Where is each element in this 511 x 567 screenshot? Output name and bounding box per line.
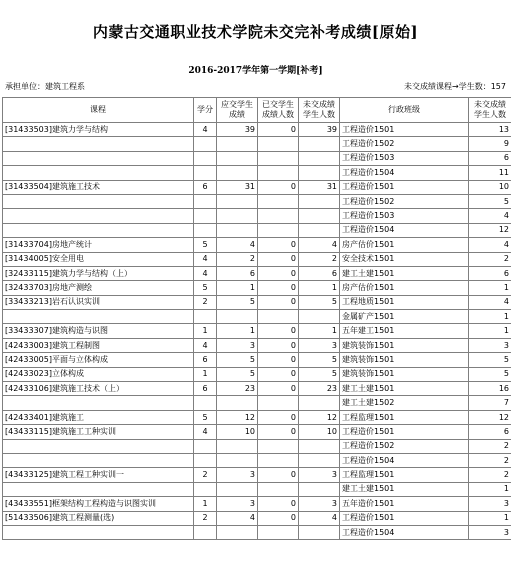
submitted-cell — [258, 439, 299, 453]
submitted-cell — [258, 166, 299, 180]
credit-cell: 1 — [194, 367, 217, 381]
grades-table — [2, 97, 511, 540]
table-row — [3, 338, 511, 352]
table-header — [3, 98, 511, 123]
credit-cell — [194, 482, 217, 496]
course-cell: [31433704]房地产统计 — [3, 238, 194, 252]
pending-cell — [299, 310, 340, 324]
class-pending-cell: 11 — [469, 166, 511, 180]
table-row — [3, 180, 511, 194]
class-pending-cell: 6 — [469, 425, 511, 439]
credit-cell: 5 — [194, 410, 217, 424]
semester-label: 2016-2017学年第一学期[补考] — [188, 66, 323, 76]
course-cell — [3, 453, 194, 467]
class-pending-cell: 3 — [469, 497, 511, 511]
due-cell — [217, 439, 258, 453]
submitted-cell: 0 — [258, 338, 299, 352]
class-cell: 建工土建1502 — [340, 396, 469, 410]
due-cell: 5 — [217, 295, 258, 309]
table-row — [3, 266, 511, 280]
table-row — [3, 439, 511, 453]
class-cell: 工程造价1502 — [340, 194, 469, 208]
due-cell — [217, 453, 258, 467]
pending-cell — [299, 525, 340, 539]
credit-cell — [194, 223, 217, 237]
table-row — [3, 223, 511, 237]
credit-cell: 2 — [194, 468, 217, 482]
course-cell — [3, 310, 194, 324]
credit-cell: 6 — [194, 180, 217, 194]
class-pending-cell: 2 — [469, 453, 511, 467]
pending-cell: 3 — [299, 468, 340, 482]
table-row — [3, 194, 511, 208]
course-cell: [42433005]平面与立体构成 — [3, 353, 194, 367]
pending-cell — [299, 482, 340, 496]
submitted-cell — [258, 396, 299, 410]
course-cell — [3, 166, 194, 180]
submitted-cell: 0 — [258, 281, 299, 295]
class-cell: 金属矿产1501 — [340, 310, 469, 324]
class-pending-cell: 1 — [469, 281, 511, 295]
credit-cell — [194, 137, 217, 151]
table-row — [3, 482, 511, 496]
class-cell: 工程监理1501 — [340, 410, 469, 424]
course-cell: [32433703]房地产测绘 — [3, 281, 194, 295]
course-cell — [3, 223, 194, 237]
col-header-course: 课程 — [3, 98, 194, 123]
class-pending-cell: 2 — [469, 439, 511, 453]
submitted-cell — [258, 151, 299, 165]
class-cell: 工程造价1502 — [340, 137, 469, 151]
pending-cell: 3 — [299, 497, 340, 511]
credit-cell: 2 — [194, 295, 217, 309]
course-cell: [42433003]建筑工程制图 — [3, 338, 194, 352]
course-cell: [32433115]建筑力学与结构（上） — [3, 266, 194, 280]
class-cell: 建筑装饰1501 — [340, 338, 469, 352]
class-pending-cell: 16 — [469, 382, 511, 396]
class-cell: 五年造价1501 — [340, 497, 469, 511]
class-cell: 安全技术1501 — [340, 252, 469, 266]
class-pending-cell: 9 — [469, 137, 511, 151]
pending-cell: 10 — [299, 425, 340, 439]
table-row — [3, 353, 511, 367]
table-row — [3, 238, 511, 252]
table-row — [3, 382, 511, 396]
submitted-cell: 0 — [258, 295, 299, 309]
course-cell: [42433106]建筑施工技术（上） — [3, 382, 194, 396]
class-cell: 工程造价1503 — [340, 151, 469, 165]
col-header-pending: 未交成绩学生人数 — [299, 98, 340, 123]
course-cell: [31433503]建筑力学与结构 — [3, 123, 194, 137]
submitted-cell: 0 — [258, 410, 299, 424]
class-pending-cell: 2 — [469, 252, 511, 266]
submitted-cell: 0 — [258, 353, 299, 367]
class-cell: 建筑装饰1501 — [340, 353, 469, 367]
pending-cell: 5 — [299, 367, 340, 381]
course-cell: [31433504]建筑施工技术 — [3, 180, 194, 194]
submitted-cell — [258, 310, 299, 324]
credit-cell: 6 — [194, 382, 217, 396]
pending-cell — [299, 194, 340, 208]
course-cell — [3, 439, 194, 453]
class-cell: 工程造价1501 — [340, 123, 469, 137]
table-row — [3, 497, 511, 511]
credit-cell: 1 — [194, 324, 217, 338]
due-cell: 39 — [217, 123, 258, 137]
pending-cell — [299, 151, 340, 165]
course-cell: [43433551]框架结构工程构造与识图实训 — [3, 497, 194, 511]
course-cell: [33433213]岩石认识实训 — [3, 295, 194, 309]
course-cell: [33433307]建筑构造与识图 — [3, 324, 194, 338]
due-cell: 3 — [217, 338, 258, 352]
class-pending-cell: 12 — [469, 410, 511, 424]
table-row — [3, 468, 511, 482]
submitted-cell — [258, 223, 299, 237]
due-cell: 5 — [217, 367, 258, 381]
pending-cell: 2 — [299, 252, 340, 266]
course-cell: [31434005]安全用电 — [3, 252, 194, 266]
class-pending-cell: 1 — [469, 482, 511, 496]
credit-cell — [194, 310, 217, 324]
submitted-cell: 0 — [258, 123, 299, 137]
due-cell: 12 — [217, 410, 258, 424]
class-cell: 工程造价1501 — [340, 180, 469, 194]
pending-cell: 1 — [299, 324, 340, 338]
pending-cell: 6 — [299, 266, 340, 280]
department-label: 承担单位：建筑工程系 — [5, 82, 85, 91]
table-row — [3, 310, 511, 324]
due-cell: 10 — [217, 425, 258, 439]
pending-cell — [299, 453, 340, 467]
class-pending-cell: 5 — [469, 367, 511, 381]
course-cell: [43433115]建筑施工工种实训 — [3, 425, 194, 439]
pending-cell: 3 — [299, 338, 340, 352]
class-cell: 房产估价1501 — [340, 238, 469, 252]
due-cell: 3 — [217, 497, 258, 511]
due-cell: 5 — [217, 353, 258, 367]
submitted-cell — [258, 137, 299, 151]
credit-cell: 4 — [194, 252, 217, 266]
table-row — [3, 396, 511, 410]
credit-cell: 1 — [194, 497, 217, 511]
pending-cell: 4 — [299, 238, 340, 252]
credit-cell — [194, 194, 217, 208]
class-pending-cell: 6 — [469, 151, 511, 165]
course-cell: [42433401]建筑施工 — [3, 410, 194, 424]
table-row — [3, 295, 511, 309]
table-row — [3, 525, 511, 539]
credit-cell: 4 — [194, 338, 217, 352]
pending-cell — [299, 223, 340, 237]
submitted-cell: 0 — [258, 382, 299, 396]
table-row — [3, 281, 511, 295]
due-cell: 4 — [217, 238, 258, 252]
pending-cell — [299, 137, 340, 151]
pending-cell — [299, 396, 340, 410]
credit-cell — [194, 453, 217, 467]
class-pending-cell: 7 — [469, 396, 511, 410]
credit-cell — [194, 166, 217, 180]
submitted-cell: 0 — [258, 367, 299, 381]
credit-cell: 4 — [194, 425, 217, 439]
class-cell: 工程造价1501 — [340, 511, 469, 525]
submitted-cell — [258, 525, 299, 539]
due-cell — [217, 151, 258, 165]
class-pending-cell: 13 — [469, 123, 511, 137]
due-cell: 6 — [217, 266, 258, 280]
due-cell — [217, 482, 258, 496]
class-cell: 建工土建1501 — [340, 482, 469, 496]
col-header-due: 应交学生成绩 — [217, 98, 258, 123]
due-cell — [217, 396, 258, 410]
col-header-class-pending: 未交成绩学生人数 — [469, 98, 511, 123]
class-pending-cell: 6 — [469, 266, 511, 280]
table-row — [3, 151, 511, 165]
pending-cell — [299, 209, 340, 223]
report-title: 内蒙古交通职业技术学院未交完补考成绩[原始] — [92, 23, 419, 41]
class-pending-cell: 1 — [469, 511, 511, 525]
class-pending-cell: 3 — [469, 525, 511, 539]
table-row — [3, 166, 511, 180]
due-cell: 1 — [217, 324, 258, 338]
submitted-cell — [258, 209, 299, 223]
table-row — [3, 209, 511, 223]
course-cell: [42433023]立体构成 — [3, 367, 194, 381]
due-cell: 3 — [217, 468, 258, 482]
class-cell: 建工土建1501 — [340, 382, 469, 396]
due-cell — [217, 223, 258, 237]
credit-cell — [194, 151, 217, 165]
submitted-cell: 0 — [258, 252, 299, 266]
due-cell — [217, 137, 258, 151]
submitted-cell — [258, 453, 299, 467]
table-row — [3, 252, 511, 266]
pending-cell: 5 — [299, 295, 340, 309]
submitted-cell: 0 — [258, 468, 299, 482]
class-pending-cell: 5 — [469, 194, 511, 208]
class-cell: 工程造价1501 — [340, 425, 469, 439]
submitted-cell: 0 — [258, 511, 299, 525]
class-pending-cell: 12 — [469, 223, 511, 237]
course-cell — [3, 525, 194, 539]
table-row — [3, 410, 511, 424]
pending-cell: 23 — [299, 382, 340, 396]
table-row — [3, 137, 511, 151]
course-cell — [3, 194, 194, 208]
submitted-cell: 0 — [258, 180, 299, 194]
class-cell: 建筑装饰1501 — [340, 367, 469, 381]
pending-cell: 39 — [299, 123, 340, 137]
credit-cell — [194, 525, 217, 539]
col-header-submitted: 已交学生成绩人数 — [258, 98, 299, 123]
course-cell — [3, 396, 194, 410]
table-row — [3, 367, 511, 381]
pending-cell — [299, 166, 340, 180]
submitted-cell: 0 — [258, 324, 299, 338]
class-cell: 工程造价1504 — [340, 525, 469, 539]
due-cell: 1 — [217, 281, 258, 295]
class-cell: 工程造价1503 — [340, 209, 469, 223]
due-cell: 2 — [217, 252, 258, 266]
class-cell: 工程造价1504 — [340, 453, 469, 467]
class-cell: 房产估价1501 — [340, 281, 469, 295]
credit-cell: 4 — [194, 266, 217, 280]
due-cell: 4 — [217, 511, 258, 525]
pending-cell: 12 — [299, 410, 340, 424]
due-cell — [217, 525, 258, 539]
summary-label: 未交成绩课程→学生数：157 — [404, 82, 506, 91]
credit-cell: 5 — [194, 281, 217, 295]
pending-cell: 31 — [299, 180, 340, 194]
class-pending-cell: 4 — [469, 295, 511, 309]
credit-cell: 5 — [194, 238, 217, 252]
submitted-cell — [258, 194, 299, 208]
class-cell: 建工土建1501 — [340, 266, 469, 280]
due-cell: 23 — [217, 382, 258, 396]
table-row — [3, 511, 511, 525]
submitted-cell: 0 — [258, 497, 299, 511]
table-body — [3, 123, 511, 540]
table-row — [3, 425, 511, 439]
course-cell — [3, 482, 194, 496]
course-cell — [3, 151, 194, 165]
class-cell: 工程地质1501 — [340, 295, 469, 309]
pending-cell: 5 — [299, 353, 340, 367]
due-cell: 31 — [217, 180, 258, 194]
course-cell — [3, 209, 194, 223]
credit-cell: 2 — [194, 511, 217, 525]
credit-cell — [194, 209, 217, 223]
submitted-cell — [258, 482, 299, 496]
due-cell — [217, 310, 258, 324]
class-pending-cell: 4 — [469, 238, 511, 252]
class-pending-cell: 4 — [469, 209, 511, 223]
credit-cell: 6 — [194, 353, 217, 367]
pending-cell: 1 — [299, 281, 340, 295]
course-cell — [3, 137, 194, 151]
col-header-credit: 学分 — [194, 98, 217, 123]
pending-cell: 4 — [299, 511, 340, 525]
class-pending-cell: 1 — [469, 324, 511, 338]
due-cell — [217, 209, 258, 223]
col-header-class: 行政班级 — [340, 98, 469, 123]
due-cell — [217, 194, 258, 208]
due-cell — [217, 166, 258, 180]
pending-cell — [299, 439, 340, 453]
table-row — [3, 123, 511, 137]
course-cell: [43433125]建筑工程工种实训一 — [3, 468, 194, 482]
class-cell: 工程造价1504 — [340, 166, 469, 180]
course-cell: [51433506]建筑工程测量(选) — [3, 511, 194, 525]
table-row — [3, 324, 511, 338]
class-pending-cell: 1 — [469, 310, 511, 324]
credit-cell: 4 — [194, 123, 217, 137]
submitted-cell: 0 — [258, 425, 299, 439]
class-pending-cell: 3 — [469, 338, 511, 352]
credit-cell — [194, 439, 217, 453]
class-pending-cell: 5 — [469, 353, 511, 367]
class-pending-cell: 10 — [469, 180, 511, 194]
submitted-cell: 0 — [258, 266, 299, 280]
class-cell: 工程监理1501 — [340, 468, 469, 482]
class-cell: 工程造价1502 — [340, 439, 469, 453]
class-cell: 工程造价1504 — [340, 223, 469, 237]
submitted-cell: 0 — [258, 238, 299, 252]
class-pending-cell: 2 — [469, 468, 511, 482]
credit-cell — [194, 396, 217, 410]
class-cell: 五年建工1501 — [340, 324, 469, 338]
table-row — [3, 453, 511, 467]
